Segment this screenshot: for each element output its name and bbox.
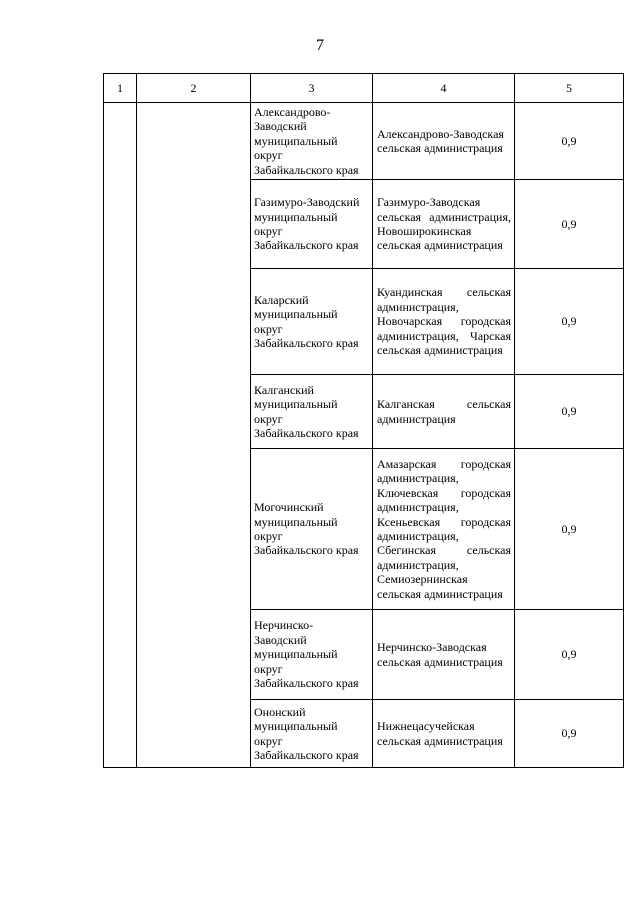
district-cell: Газимуро-Заводский муниципальный округ Забайкальского края (251, 180, 373, 269)
district-cell: Ононский муниципальный округ Забайкальского края (251, 700, 373, 768)
empty-cell-col2 (137, 103, 251, 768)
coefficient-cell: 0,9 (515, 449, 624, 610)
administrations-cell: Нерчинско-Заводская сельская администрация (373, 610, 515, 700)
administrations-cell: Александрово-Заводская сельская администрация (373, 103, 515, 180)
column-header: 1 (104, 74, 137, 103)
coefficient-table (103, 73, 624, 768)
district-cell: Александрово- Заводский муниципальный округ Забайкальского края (251, 103, 373, 180)
coefficient-cell: 0,9 (515, 700, 624, 768)
administrations-cell: Газимуро-Заводская сельская администрация, Новоширокинская сельская администрация (373, 180, 515, 269)
column-header: 2 (137, 74, 251, 103)
coefficient-cell: 0,9 (515, 375, 624, 449)
coefficient-cell: 0,9 (515, 180, 624, 269)
coefficient-cell: 0,9 (515, 269, 624, 375)
administrations-cell: Калганская сельская администрация (373, 375, 515, 449)
district-cell: Нерчинско- Заводский муниципальный округ Забайкальского края (251, 610, 373, 700)
column-header: 3 (251, 74, 373, 103)
coefficient-cell: 0,9 (515, 103, 624, 180)
empty-cell-col1 (104, 103, 137, 768)
district-cell: Могочинский муниципальный округ Забайкальского края (251, 449, 373, 610)
column-header: 4 (373, 74, 515, 103)
administrations-cell: Куандинская сельская администрация, Новочарская городская администрация, Чарская сельская администрация (373, 269, 515, 375)
column-header: 5 (515, 74, 624, 103)
administrations-cell: Амазарская городская администрация, Ключевская городская администрация, Ксеньевская городская администрация, Сбегинская сельская администрация, Семиозернинская сельская администрация (373, 449, 515, 610)
page-number: 7 (316, 37, 324, 54)
coefficient-cell: 0,9 (515, 610, 624, 700)
district-cell: Каларский муниципальный округ Забайкальского края (251, 269, 373, 375)
district-cell: Калганский муниципальный округ Забайкальского края (251, 375, 373, 449)
table-row (104, 103, 624, 180)
table-header-row (104, 74, 624, 103)
administrations-cell: Нижнецасучейская сельская администрация (373, 700, 515, 768)
